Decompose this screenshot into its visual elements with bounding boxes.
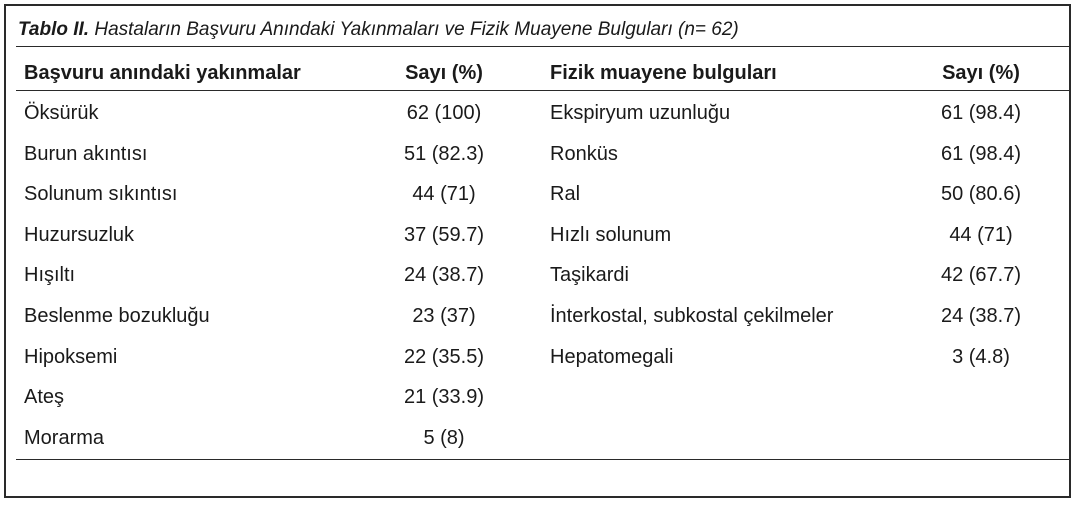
finding-name: İnterkostal, subkostal çekilmeler bbox=[550, 305, 834, 327]
header-complaints: Başvuru anındaki yakınmalar bbox=[24, 62, 301, 84]
complaint-name: Morarma bbox=[24, 427, 105, 449]
complaint-name: Burun akıntısı bbox=[24, 143, 148, 165]
complaint-count: 37 (59.7) bbox=[403, 224, 485, 246]
finding-name: Taşikardi bbox=[550, 264, 629, 286]
complaint-count: 62 (100) bbox=[406, 102, 482, 124]
complaint-name: Huzursuzluk bbox=[24, 224, 135, 246]
complaint-name: Beslenme bozukluğu bbox=[24, 305, 210, 327]
complaint-name: Ateş bbox=[24, 386, 65, 408]
caption-label: Tablo II. bbox=[18, 19, 90, 40]
complaint-count: 44 (71) bbox=[412, 183, 476, 205]
caption-divider bbox=[16, 46, 1071, 47]
finding-name: Hızlı solunum bbox=[550, 224, 672, 246]
finding-count: 44 (71) bbox=[949, 224, 1013, 246]
finding-name: Hepatomegali bbox=[550, 346, 674, 368]
header-count-complaints: Sayı (%) bbox=[405, 62, 483, 84]
finding-count: 50 (80.6) bbox=[940, 183, 1022, 205]
table-caption bbox=[18, 18, 739, 42]
finding-name: Ronküs bbox=[550, 143, 618, 165]
complaint-name: Solunum sıkıntısı bbox=[24, 183, 178, 205]
table-bottom-rule bbox=[16, 459, 1071, 460]
finding-count: 42 (67.7) bbox=[940, 264, 1022, 286]
header-divider bbox=[16, 90, 1071, 91]
complaint-count: 23 (37) bbox=[412, 305, 476, 327]
finding-count: 61 (98.4) bbox=[940, 102, 1022, 124]
complaint-name: Öksürük bbox=[24, 102, 99, 124]
complaint-count: 21 (33.9) bbox=[403, 386, 485, 408]
finding-count: 24 (38.7) bbox=[940, 305, 1022, 327]
finding-name: Ekspiryum uzunluğu bbox=[550, 102, 731, 124]
finding-count: 3 (4.8) bbox=[952, 346, 1010, 368]
complaint-count: 24 (38.7) bbox=[403, 264, 485, 286]
complaint-name: Hışıltı bbox=[24, 264, 76, 286]
header-findings: Fizik muayene bulguları bbox=[550, 62, 777, 84]
finding-name: Ral bbox=[550, 183, 581, 205]
complaint-count: 5 (8) bbox=[423, 427, 465, 449]
caption-text: Hastaların Başvuru Anındaki Yakınmaları ve Fizik Muayene Bulguları (n= 62) bbox=[94, 19, 739, 40]
header-count-findings: Sayı (%) bbox=[942, 62, 1020, 84]
complaint-count: 51 (82.3) bbox=[403, 143, 485, 165]
finding-count: 61 (98.4) bbox=[940, 143, 1022, 165]
complaint-count: 22 (35.5) bbox=[403, 346, 485, 368]
complaint-name: Hipoksemi bbox=[24, 346, 118, 368]
